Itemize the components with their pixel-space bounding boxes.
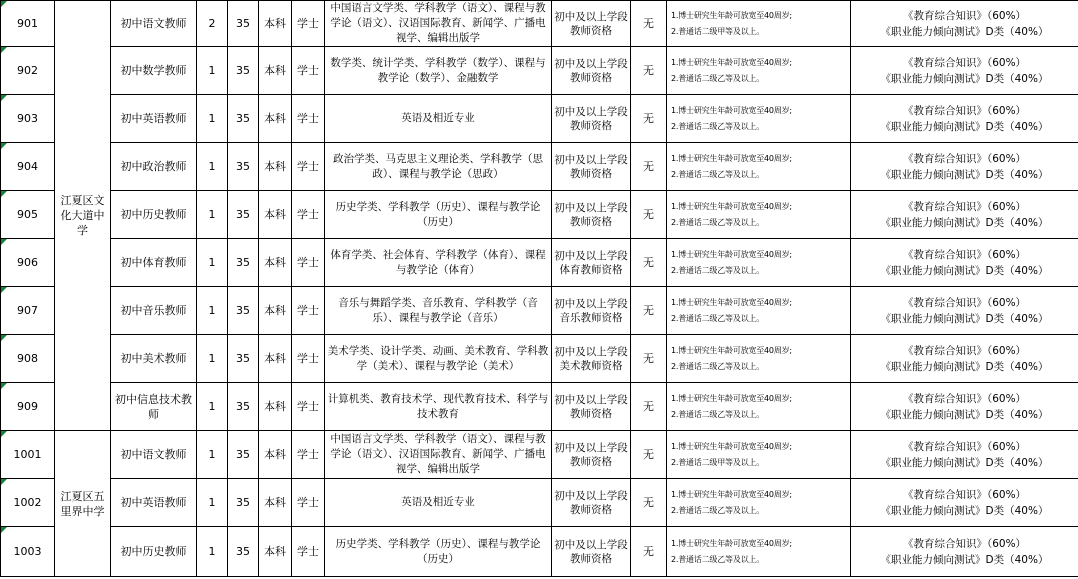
qualification-cell: 初中及以上学段教师资格 [552,47,631,95]
other-requirements-cell [667,191,851,239]
degree-cell: 学士 [292,527,325,577]
post-name-cell: 初中语文教师 [111,1,197,47]
age-limit-cell: 35 [228,47,259,95]
post-name-cell: 初中政治教师 [111,143,197,191]
degree-cell: 学士 [292,335,325,383]
unit-name-cell: 江夏区文化大道中学 [55,1,111,431]
other-none-cell: 无 [631,287,667,335]
requirement-line: 2.普通话二级乙等及以上。 [671,73,765,83]
other-none-cell: 无 [631,335,667,383]
exam-subject-line: 《职业能力倾向测试》D类（40%） [880,72,1049,85]
post-code-cell: 905 [1,191,55,239]
unit-name-cell: 江夏区五里界中学 [55,431,111,577]
table-row [1,47,1078,95]
major-cell: 数学类、统计学类、学科教学（数学）、课程与教学论（数学）、金融数学 [325,47,552,95]
education-cell: 本科 [259,239,292,287]
degree-cell: 学士 [292,95,325,143]
exam-subject-line: 《职业能力倾向测试》D类（40%） [880,312,1049,325]
education-cell: 本科 [259,191,292,239]
major-cell: 中国语言文学类、学科教学（语文）、课程与教学论（语文）、汉语国际教育、新闻学、广播电视学、编辑出版学 [325,431,552,479]
table-row [1,431,1078,479]
degree-cell: 学士 [292,287,325,335]
other-none-cell: 无 [631,431,667,479]
qualification-cell: 初中及以上学段美术教师资格 [552,335,631,383]
post-code-cell: 1001 [1,431,55,479]
major-cell: 政治学类、马克思主义理论类、学科教学（思政）、课程与教学论（思政） [325,143,552,191]
post-code-cell: 1002 [1,479,55,527]
age-limit-cell: 35 [228,383,259,431]
exam-subject-line: 《教育综合知识》（60%） [902,296,1027,309]
degree-cell: 学士 [292,479,325,527]
education-cell: 本科 [259,143,292,191]
post-name-cell: 初中英语教师 [111,479,197,527]
other-requirements-cell [667,527,851,577]
table-row [1,95,1078,143]
hire-count-cell: 1 [197,335,228,383]
other-requirements-cell [667,47,851,95]
table-row [1,527,1078,577]
requirement-line: 1.博士研究生年龄可放宽至40周岁; [671,538,792,548]
hire-count-cell: 2 [197,1,228,47]
other-none-cell: 无 [631,191,667,239]
post-name-cell: 初中语文教师 [111,431,197,479]
requirement-line: 2.普通话二级乙等及以上。 [671,554,765,564]
other-requirements-cell [667,239,851,287]
qualification-cell: 初中及以上学段教师资格 [552,479,631,527]
education-cell: 本科 [259,1,292,47]
other-none-cell: 无 [631,95,667,143]
qualification-cell: 初中及以上学段教师资格 [552,143,631,191]
post-code-cell: 909 [1,383,55,431]
major-cell: 历史学类、学科教学（历史）、课程与教学论（历史） [325,191,552,239]
hire-count-cell: 1 [197,191,228,239]
degree-cell: 学士 [292,239,325,287]
post-name-cell: 初中数学教师 [111,47,197,95]
education-cell: 本科 [259,383,292,431]
age-limit-cell: 35 [228,431,259,479]
hire-count-cell: 1 [197,239,228,287]
education-cell: 本科 [259,47,292,95]
exam-subject-line: 《教育综合知识》（60%） [902,104,1027,117]
table-row [1,1,1078,47]
requirement-line: 1.博士研究生年龄可放宽至40周岁; [671,441,792,451]
exam-subject-line: 《职业能力倾向测试》D类（40%） [880,264,1049,277]
exam-subject-line: 《教育综合知识》（60%） [902,392,1027,405]
post-name-cell: 初中美术教师 [111,335,197,383]
table-row [1,479,1078,527]
table-row [1,191,1078,239]
requirement-line: 1.博士研究生年龄可放宽至40周岁; [671,393,792,403]
exam-subjects-cell [851,239,1078,287]
degree-cell: 学士 [292,1,325,47]
education-cell: 本科 [259,287,292,335]
requirement-line: 2.普通话二级乙等及以上。 [671,121,765,131]
exam-subject-line: 《职业能力倾向测试》D类（40%） [880,504,1049,517]
education-cell: 本科 [259,335,292,383]
post-code-cell: 901 [1,1,55,47]
exam-subject-line: 《职业能力倾向测试》D类（40%） [880,168,1049,181]
other-requirements-cell [667,335,851,383]
exam-subjects-cell [851,287,1078,335]
exam-subjects-cell [851,143,1078,191]
age-limit-cell: 35 [228,143,259,191]
post-name-cell: 初中英语教师 [111,95,197,143]
other-none-cell: 无 [631,479,667,527]
major-cell: 历史学类、学科教学（历史）、课程与教学论（历史） [325,527,552,577]
major-cell: 音乐与舞蹈学类、音乐教育、学科教学（音乐）、课程与教学论（音乐） [325,287,552,335]
hire-count-cell: 1 [197,287,228,335]
other-none-cell: 无 [631,527,667,577]
exam-subject-line: 《教育综合知识》（60%） [902,56,1027,69]
post-code-cell: 907 [1,287,55,335]
exam-subjects-cell [851,47,1078,95]
exam-subject-line: 《职业能力倾向测试》D类（40%） [880,120,1049,133]
qualification-cell: 初中及以上学段教师资格 [552,1,631,47]
hire-count-cell: 1 [197,431,228,479]
degree-cell: 学士 [292,431,325,479]
exam-subject-line: 《教育综合知识》（60%） [902,344,1027,357]
age-limit-cell: 35 [228,287,259,335]
table-body [1,1,1078,577]
hire-count-cell: 1 [197,383,228,431]
other-requirements-cell [667,479,851,527]
exam-subject-line: 《教育综合知识》（60%） [902,152,1027,165]
major-cell: 体育学类、社会体育、学科教学（体育）、课程与教学论（体育） [325,239,552,287]
qualification-cell: 初中及以上学段教师资格 [552,527,631,577]
exam-subject-line: 《职业能力倾向测试》D类（40%） [880,408,1049,421]
qualification-cell: 初中及以上学段音乐教师资格 [552,287,631,335]
qualification-cell: 初中及以上学段教师资格 [552,431,631,479]
exam-subject-line: 《职业能力倾向测试》D类（40%） [880,216,1049,229]
post-code-cell: 908 [1,335,55,383]
table-row [1,143,1078,191]
post-code-cell: 1003 [1,527,55,577]
requirement-line: 1.博士研究生年龄可放宽至40周岁; [671,10,792,20]
major-cell: 计算机类、教育技术学、现代教育技术、科学与技术教育 [325,383,552,431]
table-row [1,239,1078,287]
other-requirements-cell [667,383,851,431]
education-cell: 本科 [259,479,292,527]
exam-subjects-cell [851,335,1078,383]
age-limit-cell: 35 [228,479,259,527]
hire-count-cell: 1 [197,527,228,577]
post-code-cell: 903 [1,95,55,143]
exam-subjects-cell [851,1,1078,47]
requirement-line: 1.博士研究生年龄可放宽至40周岁; [671,345,792,355]
post-code-cell: 906 [1,239,55,287]
degree-cell: 学士 [292,143,325,191]
other-none-cell: 无 [631,239,667,287]
age-limit-cell: 35 [228,335,259,383]
qualification-cell: 初中及以上学段教师资格 [552,191,631,239]
qualification-cell: 初中及以上学段教师资格 [552,95,631,143]
hire-count-cell: 1 [197,47,228,95]
hire-count-cell: 1 [197,479,228,527]
education-cell: 本科 [259,95,292,143]
major-cell: 英语及相近专业 [325,95,552,143]
degree-cell: 学士 [292,191,325,239]
other-requirements-cell [667,287,851,335]
exam-subjects-cell [851,95,1078,143]
table-row [1,287,1078,335]
other-requirements-cell [667,95,851,143]
major-cell: 美术学类、设计学类、动画、美术教育、学科教学（美术）、课程与教学论（美术） [325,335,552,383]
post-name-cell: 初中体育教师 [111,239,197,287]
other-requirements-cell [667,1,851,47]
requirement-line: 1.博士研究生年龄可放宽至40周岁; [671,297,792,307]
exam-subject-line: 《教育综合知识》（60%） [902,248,1027,261]
requirement-line: 1.博士研究生年龄可放宽至40周岁; [671,249,792,259]
degree-cell: 学士 [292,47,325,95]
age-limit-cell: 35 [228,527,259,577]
qualification-cell: 初中及以上学段教师资格 [552,383,631,431]
requirement-line: 2.普通话二级乙等及以上。 [671,265,765,275]
age-limit-cell: 35 [228,1,259,47]
age-limit-cell: 35 [228,95,259,143]
exam-subject-line: 《职业能力倾向测试》D类（40%） [880,360,1049,373]
requirement-line: 2.普通话二级乙等及以上。 [671,361,765,371]
age-limit-cell: 35 [228,239,259,287]
requirement-line: 2.普通话二级乙等及以上。 [671,409,765,419]
major-cell: 英语及相近专业 [325,479,552,527]
education-cell: 本科 [259,431,292,479]
requirement-line: 1.博士研究生年龄可放宽至40周岁; [671,489,792,499]
exam-subjects-cell [851,191,1078,239]
post-name-cell: 初中信息技术教师 [111,383,197,431]
exam-subjects-cell [851,527,1078,577]
post-name-cell: 初中音乐教师 [111,287,197,335]
exam-subject-line: 《职业能力倾向测试》D类（40%） [880,456,1049,469]
education-cell: 本科 [259,527,292,577]
requirement-line: 2.普通话二级乙等及以上。 [671,217,765,227]
requirement-line: 2.普通话二级甲等及以上。 [671,26,765,36]
requirement-line: 2.普通话二级乙等及以上。 [671,505,765,515]
table-row [1,383,1078,431]
qualification-cell: 初中及以上学段体育教师资格 [552,239,631,287]
exam-subjects-cell [851,479,1078,527]
requirement-line: 1.博士研究生年龄可放宽至40周岁; [671,153,792,163]
requirement-line: 2.普通话二级乙等及以上。 [671,313,765,323]
exam-subject-line: 《教育综合知识》（60%） [902,537,1027,550]
exam-subject-line: 《教育综合知识》（60%） [902,9,1027,22]
major-cell: 中国语言文学类、学科教学（语文）、课程与教学论（语文）、汉语国际教育、新闻学、广播电视学、编辑出版学 [325,1,552,47]
table-row [1,335,1078,383]
exam-subject-line: 《职业能力倾向测试》D类（40%） [880,553,1049,566]
post-name-cell: 初中历史教师 [111,191,197,239]
exam-subject-line: 《职业能力倾向测试》D类（40%） [880,25,1049,38]
degree-cell: 学士 [292,383,325,431]
other-none-cell: 无 [631,383,667,431]
exam-subject-line: 《教育综合知识》（60%） [902,488,1027,501]
requirement-line: 2.普通话二级乙等及以上。 [671,169,765,179]
other-none-cell: 无 [631,143,667,191]
other-requirements-cell [667,143,851,191]
other-requirements-cell [667,431,851,479]
exam-subjects-cell [851,431,1078,479]
hire-count-cell: 1 [197,95,228,143]
requirement-line: 1.博士研究生年龄可放宽至40周岁; [671,57,792,67]
post-name-cell: 初中历史教师 [111,527,197,577]
requirement-line: 2.普通话二级甲等及以上。 [671,457,765,467]
age-limit-cell: 35 [228,191,259,239]
other-none-cell: 无 [631,1,667,47]
requirement-line: 1.博士研究生年龄可放宽至40周岁; [671,105,792,115]
exam-subjects-cell [851,383,1078,431]
post-code-cell: 904 [1,143,55,191]
exam-subject-line: 《教育综合知识》（60%） [902,200,1027,213]
exam-subject-line: 《教育综合知识》（60%） [902,440,1027,453]
requirement-line: 1.博士研究生年龄可放宽至40周岁; [671,201,792,211]
other-none-cell: 无 [631,47,667,95]
post-code-cell: 902 [1,47,55,95]
hire-count-cell: 1 [197,143,228,191]
